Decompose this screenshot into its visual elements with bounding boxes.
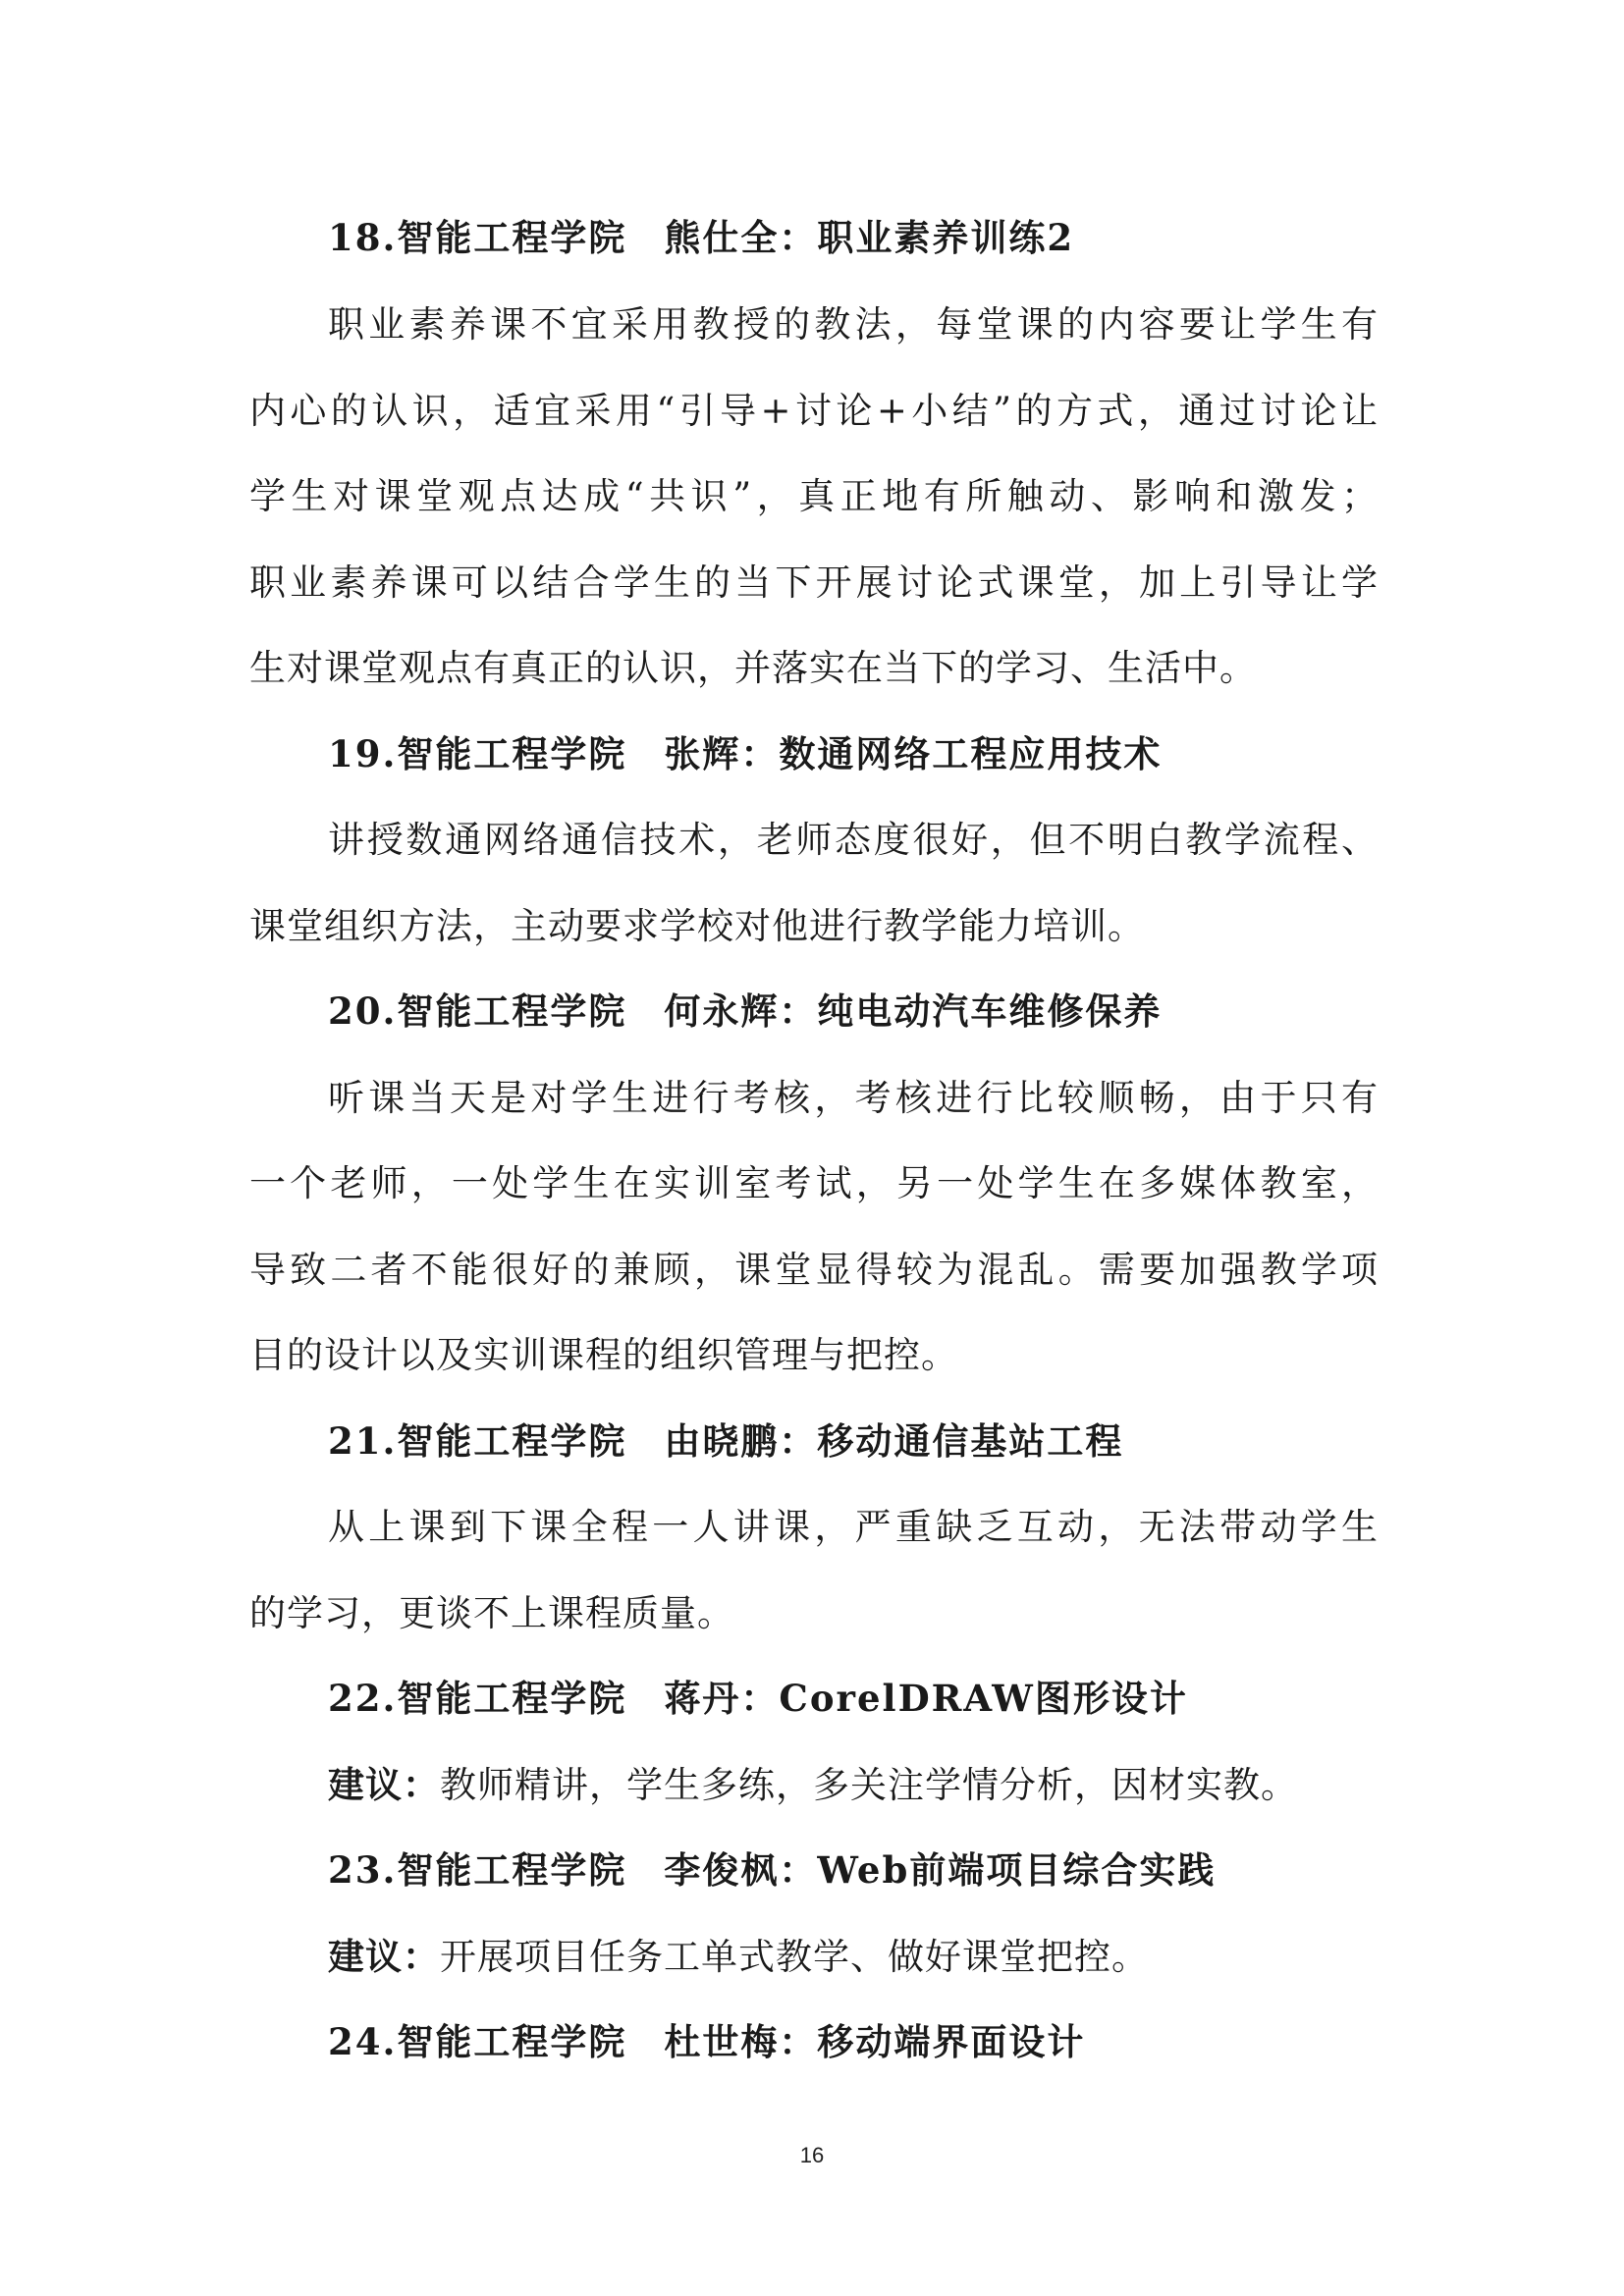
entry-24-heading-number: 24.智能工程学院 [328, 2020, 627, 2063]
entry-20-heading [328, 989, 1457, 1033]
entry-21-line-2: 的学习，更谈不上课程质量。 [249, 1592, 734, 1634]
entry-19-line-1: 讲授数通网络通信技术，老师态度很好，但不明白教学流程、 [328, 819, 1379, 861]
entry-22-heading-number: 22.智能工程学院 [328, 1677, 627, 1720]
entry-22-advice [328, 1763, 1457, 1806]
entry-22-heading [328, 1677, 1457, 1720]
entry-21-heading-title: 由晓鹏：移动通信基站工程 [664, 1419, 1124, 1463]
entry-18-line-5: 生对课堂观点有真正的认识，并落实在当下的学习、生活中。 [249, 647, 1257, 689]
entry-18-line-3: 学生对课堂观点达成“共识”，真正地有所触动、影响和激发； [249, 475, 1379, 517]
entry-22-advice-text: 教师精讲，学生多练，多关注学情分析，因材实教。 [440, 1764, 1298, 1806]
entry-23-heading-title: 李俊枫：Web前端项目综合实践 [664, 1848, 1217, 1892]
entry-21-heading [328, 1419, 1457, 1463]
entry-23-advice-label: 建议： [328, 1935, 440, 1978]
entry-18-heading [328, 216, 1457, 259]
entry-22-advice-label: 建议： [328, 1763, 440, 1806]
entry-18-line-1: 职业素养课不宜采用教授的教法，每堂课的内容要让学生有 [328, 303, 1379, 346]
entry-23-advice-text: 开展项目任务工单式教学、做好课堂把控。 [440, 1936, 1149, 1978]
entry-23-heading-number: 23.智能工程学院 [328, 1848, 627, 1892]
entry-18-line-2: 内心的认识，适宜采用“引导+讨论+小结”的方式，通过讨论让 [249, 390, 1379, 432]
page-number: 16 [799, 2143, 825, 2167]
entry-19-heading [328, 732, 1457, 775]
entry-23-heading [328, 1848, 1457, 1892]
entry-19-heading-number: 19.智能工程学院 [328, 732, 627, 775]
entry-22-heading-title: 蒋丹：CorelDRAW图形设计 [664, 1677, 1188, 1720]
entry-21-heading-number: 21.智能工程学院 [328, 1419, 627, 1463]
entry-20-line-1: 听课当天是对学生进行考核，考核进行比较顺畅，由于只有 [328, 1077, 1379, 1119]
entry-18-heading-number: 18.智能工程学院 [328, 216, 627, 259]
entry-19-line-2: 课堂组织方法，主动要求学校对他进行教学能力培训。 [249, 905, 1145, 947]
entry-20-heading-title: 何永辉：纯电动汽车维修保养 [664, 989, 1163, 1033]
entry-24-heading [328, 2020, 1457, 2063]
entry-18-heading-title: 熊仕全：职业素养训练2 [664, 216, 1075, 259]
entry-20-line-4: 目的设计以及实训课程的组织管理与把控。 [249, 1334, 958, 1376]
entry-23-advice [328, 1935, 1457, 1978]
entry-20-heading-number: 20.智能工程学院 [328, 989, 627, 1033]
entry-20-line-3: 导致二者不能很好的兼顾，课堂显得较为混乱。需要加强教学项 [249, 1249, 1379, 1291]
entry-24-heading-title: 杜世梅：移动端界面设计 [664, 2020, 1086, 2063]
entry-21-line-1: 从上课到下课全程一人讲课，严重缺乏互动，无法带动学生 [328, 1506, 1379, 1548]
entry-19-heading-title: 张辉：数通网络工程应用技术 [664, 732, 1163, 775]
entry-18-line-4: 职业素养课可以结合学生的当下开展讨论式课堂，加上引导让学 [249, 561, 1379, 604]
entry-20-line-2: 一个老师，一处学生在实训室考试，另一处学生在多媒体教室， [249, 1162, 1379, 1204]
